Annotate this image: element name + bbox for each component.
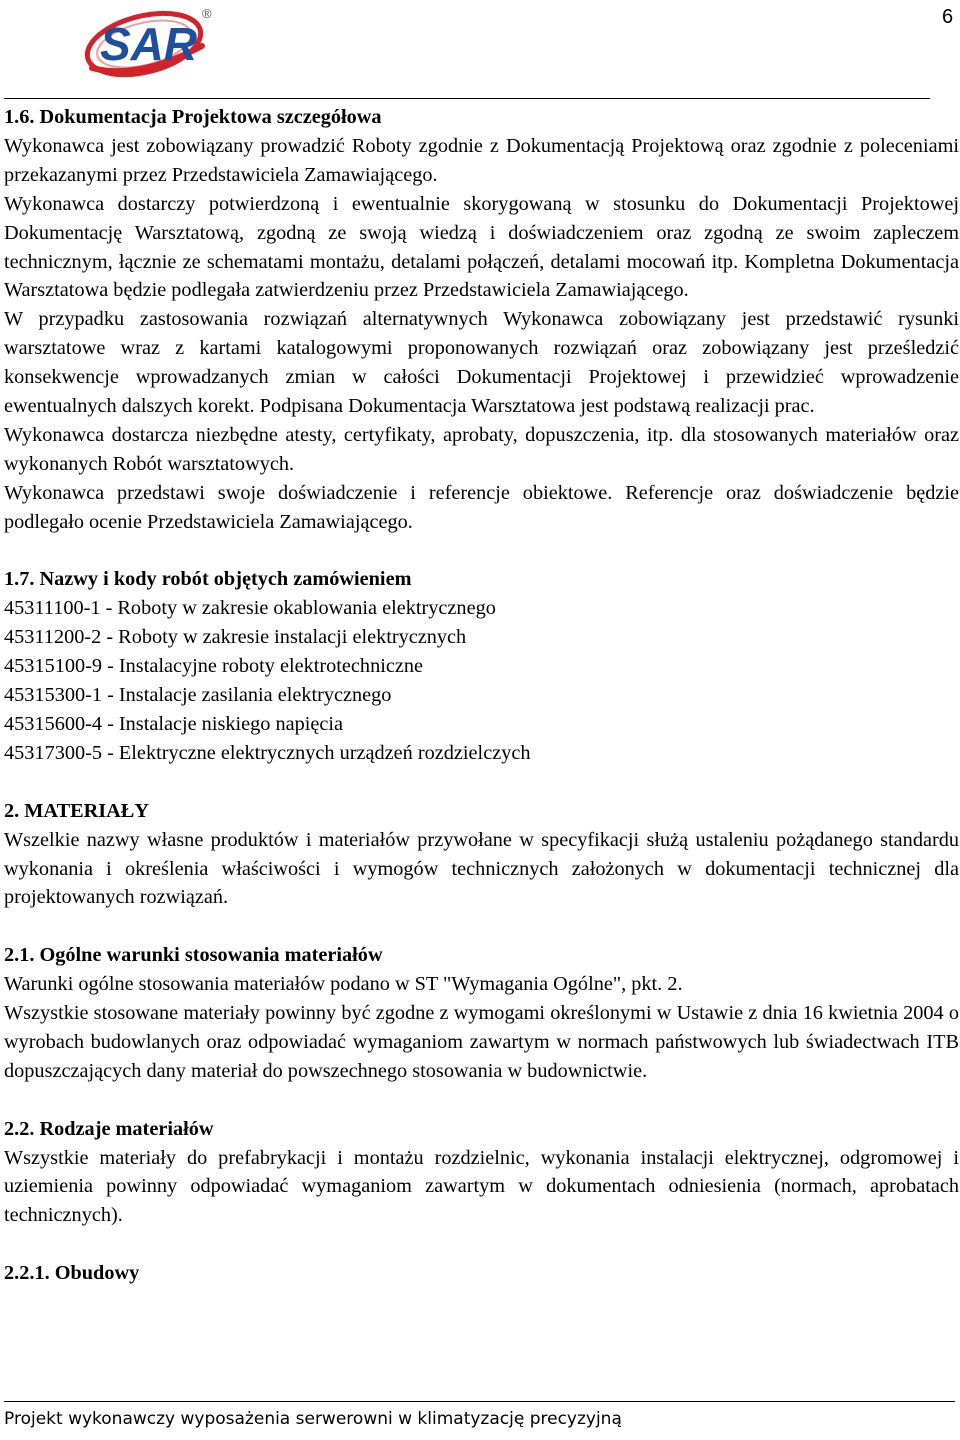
section-heading: 2. MATERIAŁY [4, 799, 149, 822]
footer-rule [4, 1401, 955, 1402]
section-heading: 1.6. Dokumentacja Projektowa szczegółowa [4, 106, 382, 128]
section-heading: 2.1. Ogólne warunki stosowania materiałów [4, 944, 383, 967]
paragraph: Wykonawca dostarcza niezbędne atesty, certyfikaty, aprobaty, dopuszczenia, itp. dla stosowanych materiałów oraz wykonanych Robót warsztatowych. [4, 423, 959, 475]
section-heading: 2.2.1. Obudowy [4, 1262, 140, 1285]
section-2-2 [4, 1115, 959, 1231]
paragraph: Wszelkie nazwy własne produktów i materiałów przywołane w specyfikacji służą ustaleniu pożądanego standardu wykonania i określenia właściwości i wymogów technicznych założonych w dokumentacji technicznej dla projektowanych rozwiązań. [4, 828, 959, 909]
header-rule [4, 98, 930, 99]
spacer [4, 912, 959, 941]
section-2 [4, 797, 959, 913]
paragraph: Wszystkie stosowane materiały powinny być zgodne z wymogami określonymi w Ustawie z dnia 16 kwietnia 2004 o wyrobach budowlanych oraz odpowiadać wymaganiom zawartym w normach państwowych lub świadectwach ITB dopuszczających dany materiał do powszechnego stosowania w budownictwie. [4, 1002, 959, 1082]
list-item: 45315100-9 - Instalacyjne roboty elektrotechniczne [4, 655, 423, 678]
list-item: 45311200-2 - Roboty w zakresie instalacji elektrycznych [4, 626, 467, 649]
spacer [4, 1086, 959, 1115]
svg-text:®: ® [202, 6, 212, 21]
spacer [4, 1230, 959, 1259]
paragraph: W przypadku zastosowania rozwiązań alternatywnych Wykonawca zobowiązany jest przedstawić rysunki warsztatowe wraz z kartami katalogowymi proponowanych rozwiązań oraz zobowiązany jest prześledzić konsekwencje wprowadzanych zmian w całości Dokumentacji Projektowej i przewidzieć wprowadzenie ewentualnych dalszych korekt. Podpisana Dokumentacja Warsztatowa jest podstawą realizacji prac. [4, 308, 959, 418]
section-heading: 2.2. Rodzaje materiałów [4, 1117, 214, 1140]
paragraph: Wykonawca przedstawi swoje doświadczenie i referencje obiektowe. Referencje oraz doświadczenie będzie podlegało ocenie Przedstawiciela Zamawiającego. [4, 481, 959, 533]
paragraph: Wszystkie materiały do prefabrykacji i montażu rozdzielnic, wykonania instalacji elektrycznej, odgromowej i uziemienia powinny odpowiadać wymaganiom zawartym w dokumentach odniesienia (normach, aprobatach technicznych). [4, 1146, 959, 1227]
cpv-code-list [4, 594, 959, 767]
section-1-7 [4, 565, 959, 767]
list-item: 45317300-5 - Elektryczne elektrycznych urządzeń rozdzielczych [4, 741, 531, 764]
spacer [4, 768, 959, 797]
footer-title: Projekt wykonawczy wyposażenia serwerowni w klimatyzację precyzyjną [4, 1409, 622, 1429]
document-body [4, 103, 959, 1288]
section-2-2-1 [4, 1259, 959, 1288]
page-number: 6 [942, 6, 954, 28]
section-1-6 [4, 103, 959, 537]
paragraph: Wykonawca jest zobowiązany prowadzić Roboty zgodnie z Dokumentacją Projektową oraz zgodnie z poleceniami przekazanymi przez Przedstawiciela Zamawiającego. [4, 134, 959, 186]
spacer [4, 537, 959, 566]
paragraph: Warunki ogólne stosowania materiałów podano w ST "Wymagania Ogólne", pkt. 2. [4, 973, 683, 996]
svg-text:SAR: SAR [100, 18, 198, 70]
section-heading: 1.7. Nazwy i kody robót objętych zamówieniem [4, 568, 412, 591]
list-item: 45311100-1 - Roboty w zakresie okablowania elektrycznego [4, 597, 496, 620]
list-item: 45315300-1 - Instalacje zasilania elektrycznego [4, 684, 392, 707]
list-item: 45315600-4 - Instalacje niskiego napięcia [4, 713, 344, 736]
company-logo [78, 2, 222, 84]
paragraph: Wykonawca dostarczy potwierdzoną i ewentualnie skorygowaną w stosunku do Dokumentacji Projektowej Dokumentację Warsztatową, zgodną ze swoją wiedzą i doświadczeniem oraz zgodną ze swoim zapleczem technicznym, łącznie ze schematami montażu, detalami połączeń, detalami mocowań itp. Kompletna Dokumentacja Warsztatowa będzie podlegała zatwierdzeniu przez Przedstawiciela Zamawiającego. [4, 192, 959, 302]
section-2-1 [4, 941, 959, 1086]
